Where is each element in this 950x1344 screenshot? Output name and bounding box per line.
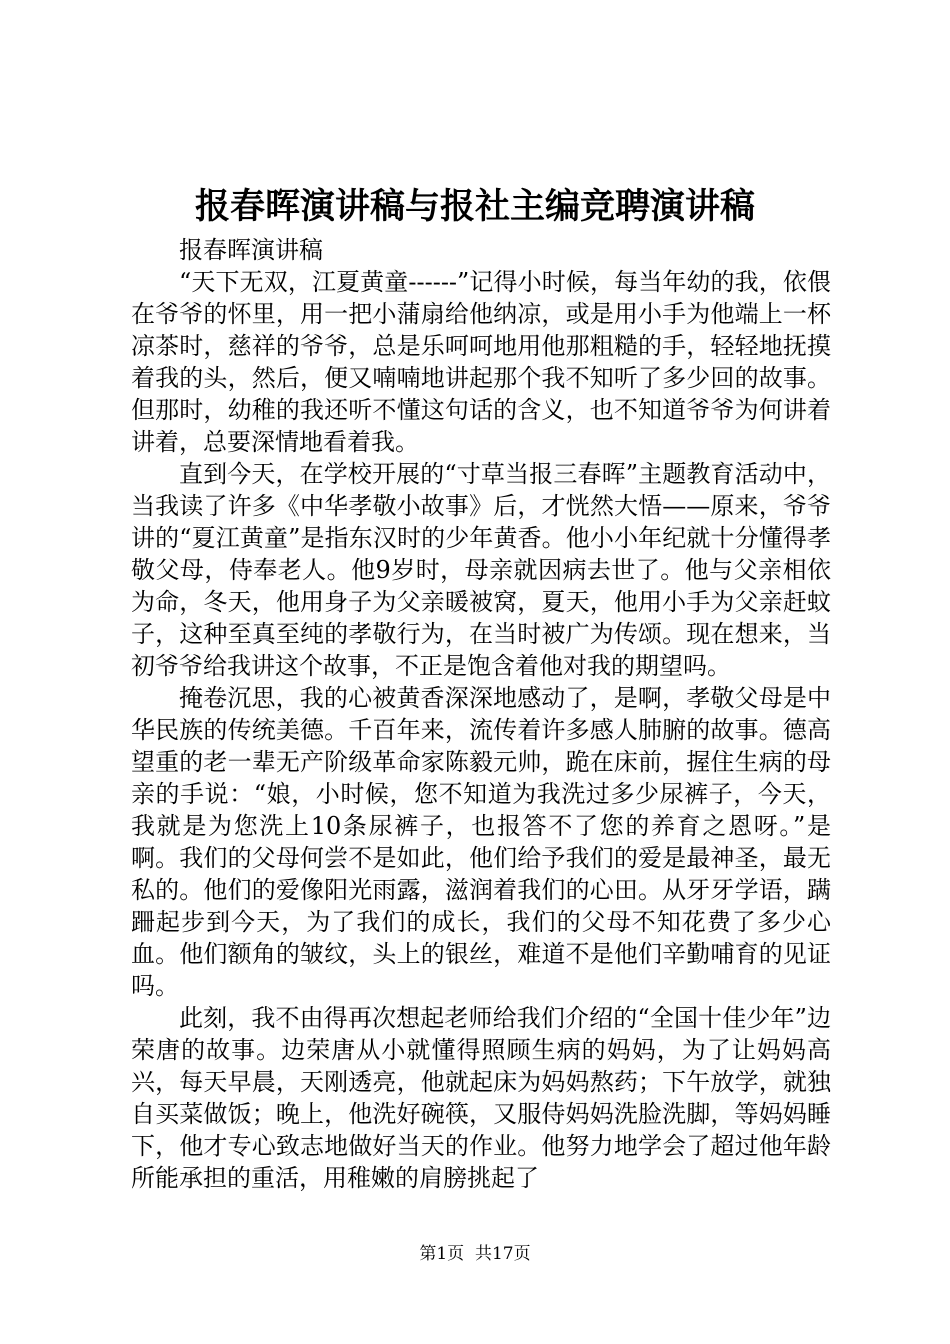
document-subtitle: 报春晖演讲稿 [179,236,323,264]
page-footer [0,1242,950,1266]
paragraph: 掩卷沉思，我的心被黄香深深地感动了，是啊，孝敬父母是中华民族的传统美德。千百年来，流传着许多感人肺腑的故事。德高望重的老一辈无产阶级革命家陈毅元帅，跪在床前，握住生病的母亲的手说：“娘，小时候，您不知道为我洗过多少尿裤子，今天，我就是为您洗上10条尿裤子，也报答不了您的养育之恩呀。”是啊。我们的父母何尝不是如此，他们给予我们的爱是最神圣，最无私的。他们的爱像阳光雨露，滋润着我们的心田。从牙牙学语，蹒跚起步到今天，为了我们的成长，我们的父母不知花费了多少心血。他们额角的皱纹，头上的银丝，难道不是他们辛勤哺育的见证吗。 [131,684,831,1000]
paragraph: “天下无双，江夏黄童------”记得小时候，每当年幼的我，依偎在爷爷的怀里，用一把小蒲扇给他纳凉，或是用小手为他端上一杯凉茶时，慈祥的爷爷，总是乐呵呵地用他那粗糙的手，轻轻地抚摸着我的头，然后，便又喃喃地讲起那个我不知听了多少回的故事。但那时，幼稚的我还听不懂这句话的含义，也不知道爷爷为何讲着讲着，总要深情地看着我。 [131,268,831,456]
page-number: 第1页 共17页 [419,1244,531,1264]
paragraph: 直到今天，在学校开展的“寸草当报三春晖”主题教育活动中，当我读了许多《中华孝敬小故事》后，才恍然大悟——原来，爷爷讲的“夏江黄童”是指东汉时的少年黄香。他小小年纪就十分懂得孝敬父母，侍奉老人。他9岁时，母亲就因病去世了。他与父亲相依为命，冬天，他用身子为父亲暖被窝，夏天，他用小手为父亲赶蚊子，这种至真至纯的孝敬行为，在当时被广为传颂。现在想来，当初爷爷给我讲这个故事，不正是饱含着他对我的期望吗。 [131,460,831,680]
document-title: 报春晖演讲稿与报社主编竞聘演讲稿 [194,186,755,227]
paragraph: 此刻，我不由得再次想起老师给我们介绍的“全国十佳少年”边荣唐的故事。边荣唐从小就懂得照顾生病的妈妈，为了让妈妈高兴，每天早晨，天刚透亮，他就起床为妈妈熬药；下午放学，就独自买菜做饭；晚上，他洗好碗筷，又服侍妈妈洗脸洗脚，等妈妈睡下，他才专心致志地做好当天的作业。他努力地学会了超过他年龄所能承担的重活，用稚嫩的肩膀挑起了 [131,1004,831,1192]
document-body [131,234,831,1194]
